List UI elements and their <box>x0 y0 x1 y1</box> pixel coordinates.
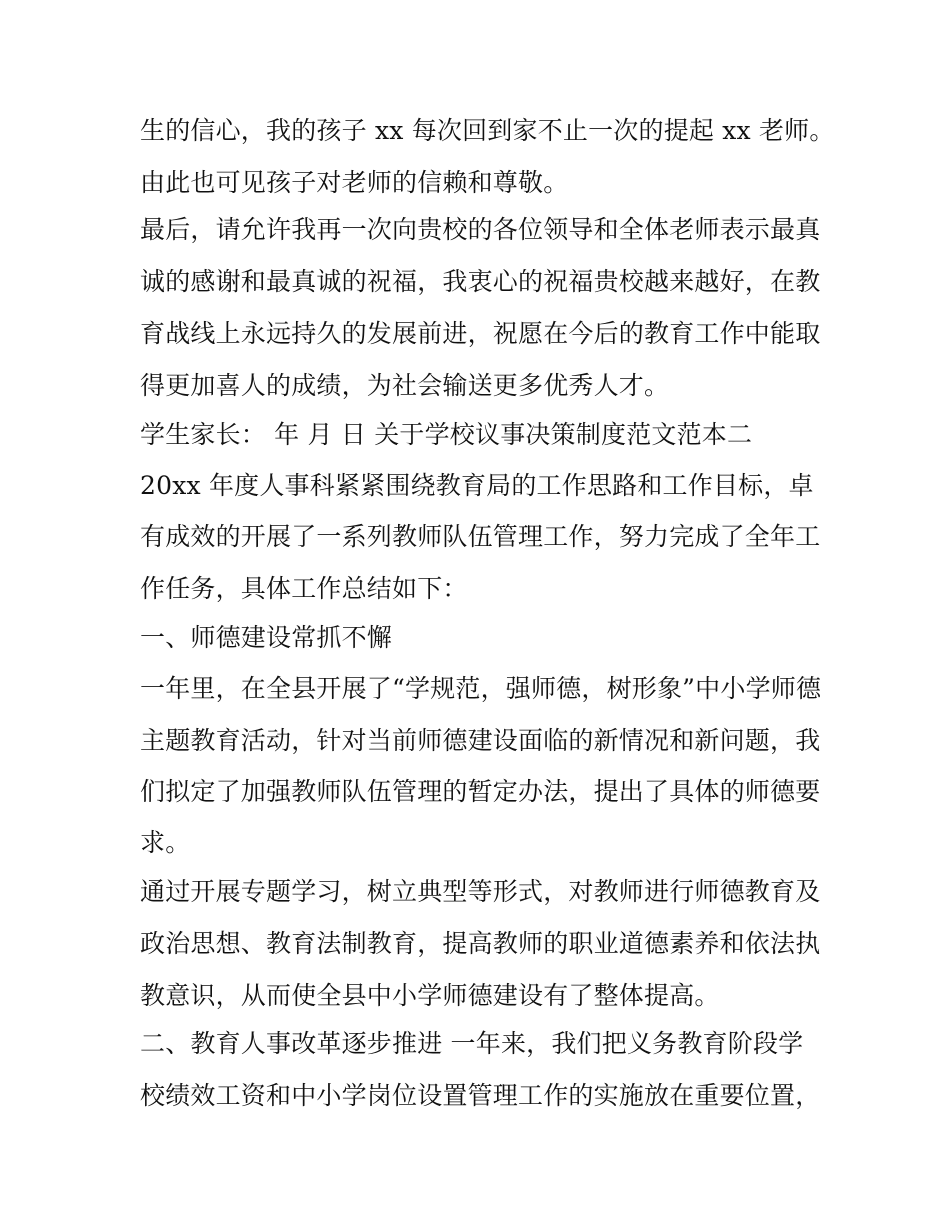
text-line: 由此也可见孩子对老师的信赖和尊敬。 <box>140 168 569 197</box>
text-line: 育战线上永远持久的发展前进，祝愿在今后的教育工作中能取 <box>140 319 821 348</box>
text-line: 一年里，在全县开展了“学规范，强师德，树形象”中小学师德 <box>140 674 822 703</box>
text-line: 校绩效工资和中小学岗位设置管理工作的实施放在重要位置， <box>140 1081 821 1110</box>
text-line: 最后，请允许我再一次向贵校的各位领导和全体老师表示最真 <box>140 215 821 244</box>
text-line: 教意识，从而使全县中小学师德建设有了整体提高。 <box>140 981 720 1010</box>
text-line: 有成效的开展了一系列教师队伍管理工作，努力完成了全年工 <box>140 522 821 551</box>
text-line: 生的信心，我的孩子 xx 每次回到家不止一次的提起 xx 老师。 <box>140 116 835 145</box>
text-line: 学生家长： 年 月 日 关于学校议事决策制度范文范本二 <box>140 420 753 449</box>
text-line: 们拟定了加强教师队伍管理的暂定办法，提出了具体的师德要 <box>140 777 821 806</box>
text-line: 诚的感谢和最真诚的祝福，我衷心的祝福贵校越来越好，在教 <box>140 267 821 296</box>
text-line: 通过开展专题学习，树立典型等形式，对教师进行师德教育及 <box>140 877 821 906</box>
text-line: 作任务，具体工作总结如下： <box>140 574 468 603</box>
section-heading: 一、师德建设常抓不懈 <box>140 623 393 652</box>
text-line: 政治思想、教育法制教育，提高教师的职业道德素养和依法执 <box>140 929 821 958</box>
text-line: 求。 <box>140 828 191 857</box>
text-line: 20xx 年度人事科紧紧围绕教育局的工作思路和工作目标，卓 <box>140 471 814 500</box>
text-line: 得更加喜人的成绩，为社会输送更多优秀人才。 <box>140 371 670 400</box>
section-heading: 二、教育人事改革逐步推进 一年来，我们把义务教育阶段学 <box>140 1029 804 1058</box>
text-line: 主题教育活动，针对当前师德建设面临的新情况和新问题，我 <box>140 726 821 755</box>
